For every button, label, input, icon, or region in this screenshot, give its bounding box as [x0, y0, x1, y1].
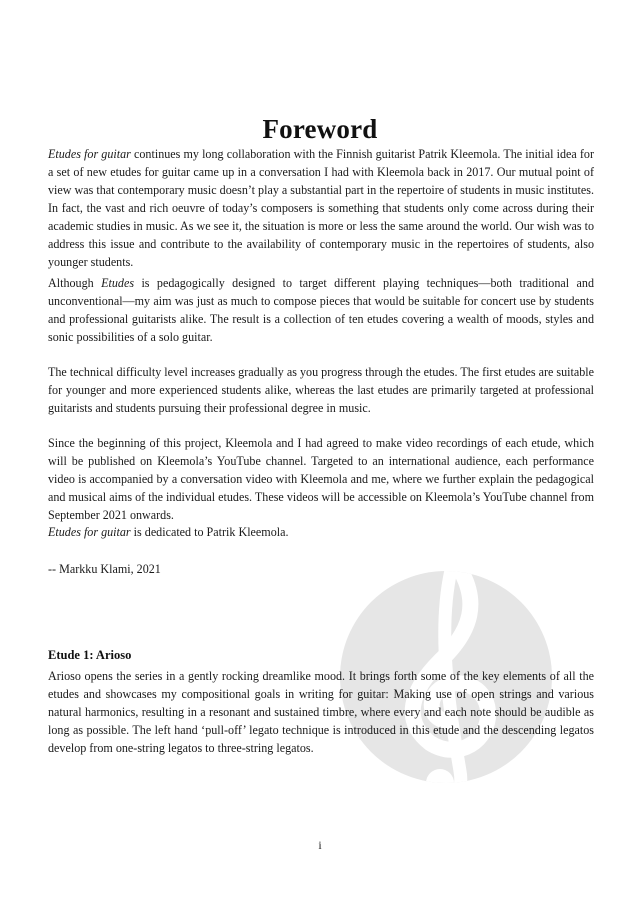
- paragraph-text: The technical difficulty level increases gradually as you progress through the etudes. The first etudes are suitable for younger and more experienced students alike, whereas the last etudes are primarily targeted at professional guitarists and students pursuing their professional degree in music.: [48, 365, 594, 415]
- signature: [48, 560, 594, 578]
- paragraph-pedagogy: [48, 274, 594, 346]
- italic-work-title: Etudes: [101, 276, 135, 290]
- paragraph-text: is pedagogically designed to target different playing techniques—both traditional and unconventional—my aim was just as much to compose pieces that would be suitable for concert use by students and professional guitarists alike. The result is a collection of ten etudes covering a wealth of moods, styles and sonic possibilities of a solo guitar.: [48, 276, 594, 344]
- italic-work-title: Etudes for guitar: [48, 147, 131, 161]
- paragraph-text: continues my long collaboration with the Finnish guitarist Patrik Kleemola. The initial idea for a set of new etudes for guitar came up in a conversation I had with Kleemola back in 2017. Our mutual point of view was that contemporary music doesn’t play a substantial part in the repertoire of students in music institutes. In fact, the vast and rich oeuvre of today’s composers is something that students only come across during their academic studies in music. As we see it, the situation is more or less the same around the world. Our wish was to address this issue and contribute to the availability of contemporary music in the repertoires of students, also younger students.: [48, 147, 594, 269]
- paragraph-videos: [48, 434, 594, 524]
- paragraph-text: Since the beginning of this project, Kleemola and I had agreed to make video recordings of each etude, which will be published on Kleemola’s YouTube channel. Targeted to an international audience, each performance video is accompanied by a conversation video with Kleemola and me, where we further explain the pedagogical and musical aims of the individual etudes. These videos will be accessible on Kleemola’s YouTube channel from September 2021 onwards.: [48, 436, 594, 522]
- paragraph-difficulty: [48, 363, 594, 417]
- italic-work-title: Etudes for guitar: [48, 525, 131, 539]
- paragraph-text: is dedicated to Patrik Kleemola.: [130, 525, 289, 539]
- paragraph-text-pre: Although: [48, 276, 102, 290]
- paragraph-intro: [48, 145, 594, 271]
- page-title: Foreword: [262, 114, 378, 145]
- section-heading: Etude 1: Arioso: [48, 648, 132, 663]
- page-number: i: [318, 838, 322, 852]
- paragraph-dedication: [48, 523, 594, 541]
- signature-text: -- Markku Klami, 2021: [48, 562, 161, 576]
- paragraph-etude-1: [48, 667, 594, 757]
- paragraph-text: Arioso opens the series in a gently rocking dreamlike mood. It brings forth some of the key elements of all the etudes and showcases my compositional goals in writing for guitar: Making use of open strings and various natural harmonics, resulting in a resonant and sustained timbre, where every and each note should be audible as long as possible. The left hand ‘pull-off’ legato technique is introduced in this etude and the descending legatos develop from one-string legatos to three-string legatos.: [48, 669, 594, 755]
